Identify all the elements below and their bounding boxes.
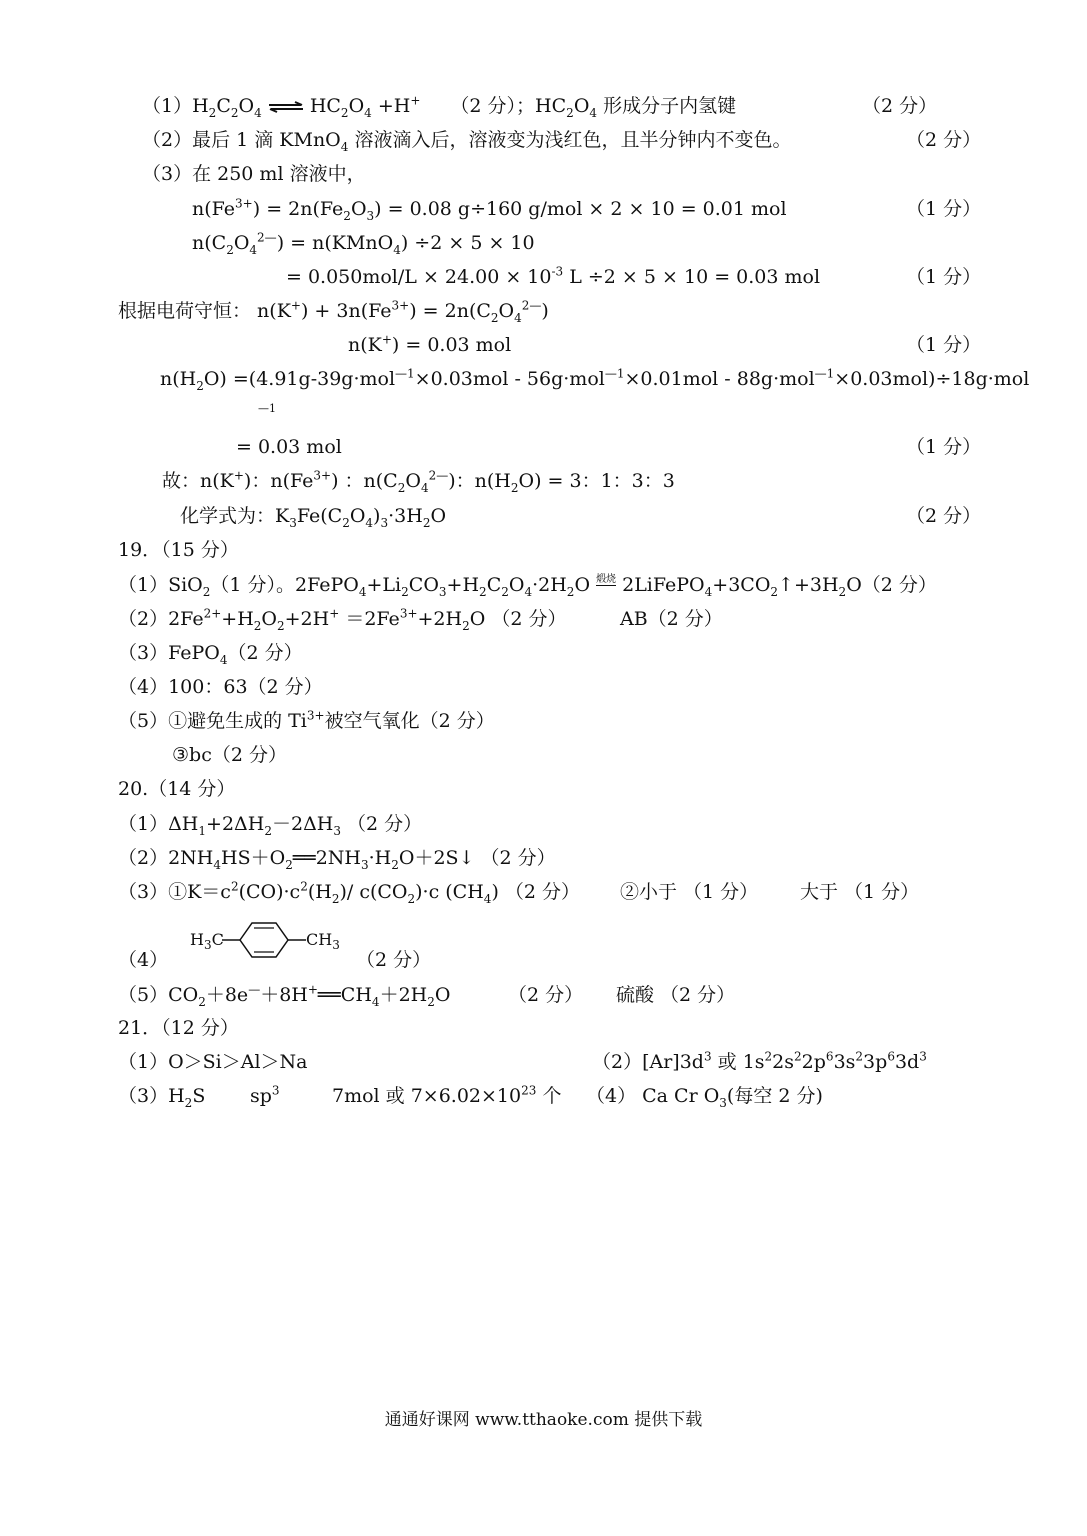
formula-line: 化学式为：$K_3Fe(C_2O_4)_3\cdot 3H_2O$ bbox=[180, 505, 447, 530]
methyl-left: $H_3C$ bbox=[190, 930, 224, 953]
calc-oxalate: $n(C_2O_4^{2—})$ = n(KMnO$_4$) ÷2 × 5 × 10 bbox=[192, 230, 535, 257]
answer-19-2b: AB（2 分） bbox=[620, 608, 723, 630]
score: （2 分） bbox=[862, 95, 938, 117]
answer-20-4-label: （4） bbox=[118, 949, 169, 971]
question-21-title: 21．（12 分） bbox=[118, 1017, 239, 1039]
answer-20-3b: ②小于 （1 分） bbox=[620, 881, 759, 903]
score: （2 分） bbox=[906, 505, 982, 527]
answer-20-1: $(1)\Delta H_1+2\Delta H_2-2\Delta H_3$ （2 分） bbox=[118, 813, 423, 838]
reaction-condition: 煅烧 bbox=[596, 574, 617, 585]
benzene-ring-icon bbox=[222, 920, 306, 960]
answer-21-3: $(3)H_2S$ bbox=[118, 1085, 206, 1110]
answer-21-3c: 7mol 或 $7\times 6.02\times 10^{23}$ 个 bbox=[332, 1083, 562, 1107]
answer-21-4: （4） Ca Cr $O_3$(每空 2 分) bbox=[586, 1085, 823, 1110]
calc-water: $n(H_2O) =(4.91g-39g\cdot mol^{—1}\times 0.03mol - 56g\cdot mol^{—1}\times 0.01mol - 88g\cdot mol^{—1}\times 0.03mol)\div 18g\cdot mol$ bbox=[160, 366, 1030, 393]
answer-19-3: （3）FePO$_4$（2 分） bbox=[118, 642, 303, 667]
calc-water-value: = 0.03 mol bbox=[236, 436, 342, 458]
methyl-right: $CH_3$ bbox=[306, 930, 340, 953]
score: （1 分） bbox=[906, 334, 982, 356]
question-19-title: 19．（15 分） bbox=[118, 539, 239, 561]
ratio-line: 故：n(K+)：$n(Fe^{3+})$ ：$n(C_2O_4^{2—})$：$n(H_2O) = 3$：1：3：3 bbox=[162, 468, 675, 495]
answer-19-4: （4）100：63（2 分） bbox=[118, 676, 323, 698]
answer-20-2: $(2)2NH_4HS+O_2══2NH_3\cdot H_2O+2S↓$ （2 分） bbox=[118, 847, 556, 872]
page-footer: 通通好课网 www.tthaoke.com 提供下载 bbox=[384, 1410, 703, 1430]
answer-20-5-score: （2 分） bbox=[508, 984, 584, 1006]
answer-18-1: $(1)H_2C_2O_4$ $HC_2O_4 +H^+$ （2 分）；$HC_2O_4$ 形成分子内氢键 bbox=[142, 93, 737, 120]
exponent-wrap: —1 bbox=[258, 402, 276, 415]
score: （1 分） bbox=[906, 198, 982, 220]
answer-21-3b: $sp^3$ bbox=[250, 1083, 280, 1107]
answer-18-3: （3）在 250 ml 溶液中， bbox=[142, 163, 366, 185]
answer-20-3c: 大于 （1 分） bbox=[800, 881, 920, 903]
answer-21-2: $(2)[Ar]3d^3$ 或 $1s^22s^22p^63s^23p^63d^3$ bbox=[592, 1049, 927, 1073]
answer-19-1: （1）SiO$_2$（1 分）。$2FePO_4+Li_2CO_3+H_2C_2O_4\cdot 2H_2O$ 煅烧 $2LiFePO_4+3CO_2↑+3H_2O(2$ 分） bbox=[118, 574, 937, 599]
charge-conservation: 根据电荷守恒： $n(K^+) + 3n(Fe^{3+}) = 2n(C_2O_4^{2—})$ bbox=[118, 298, 549, 325]
question-20-title: 20.（14 分） bbox=[118, 778, 236, 800]
answer-20-3: $(3)①K=c^2(CO)\cdot c^2(H_2)/$ $c(CO_2)\cdot c$ $(CH_4)$ （2 分） bbox=[118, 879, 581, 906]
calc-k: n(K+) = 0.03 mol bbox=[348, 332, 512, 356]
calc-fe: $n(Fe^{3+}) = 2n(Fe_2O_3) = 0.08$ g÷160 g/mol × 2 × 10 = 0.01 mol bbox=[192, 196, 787, 223]
answer-20-5: $(5)CO_2+8e^—+8H^+══CH_4+2H_2O$ bbox=[118, 982, 451, 1009]
answer-19-2: $(2)2Fe^{2+}+H_2O_2+2H^+ =2Fe^{3+}+2H_2O$ （2 分） bbox=[118, 606, 567, 633]
equilibrium-arrow-icon bbox=[268, 101, 304, 113]
answer-19-5: （5）①避免生成的 $Ti^{3+}$被空气氧化（2 分） bbox=[118, 708, 495, 732]
score: （1 分） bbox=[906, 436, 982, 458]
answer-21-1: （1）O＞Si＞Al＞Na bbox=[118, 1051, 308, 1073]
answer-19-5b: ③bc（2 分） bbox=[172, 744, 287, 766]
answer-20-4-score: （2 分） bbox=[356, 949, 432, 971]
answer-20-5b: 硫酸 （2 分） bbox=[616, 984, 736, 1006]
score: （2 分） bbox=[906, 129, 982, 151]
answer-18-2: （2）最后 1 滴 KMnO$_4$ 溶液滴入后，溶液变为浅红色，且半分钟内不变色。 bbox=[142, 129, 792, 154]
calc-oxalate-value: = $0.050mol/L \times 24.00 \times 10^{-3}$ L ÷2 × 5 × 10 = 0.03 mol bbox=[286, 264, 821, 288]
score: （1 分） bbox=[906, 266, 982, 288]
